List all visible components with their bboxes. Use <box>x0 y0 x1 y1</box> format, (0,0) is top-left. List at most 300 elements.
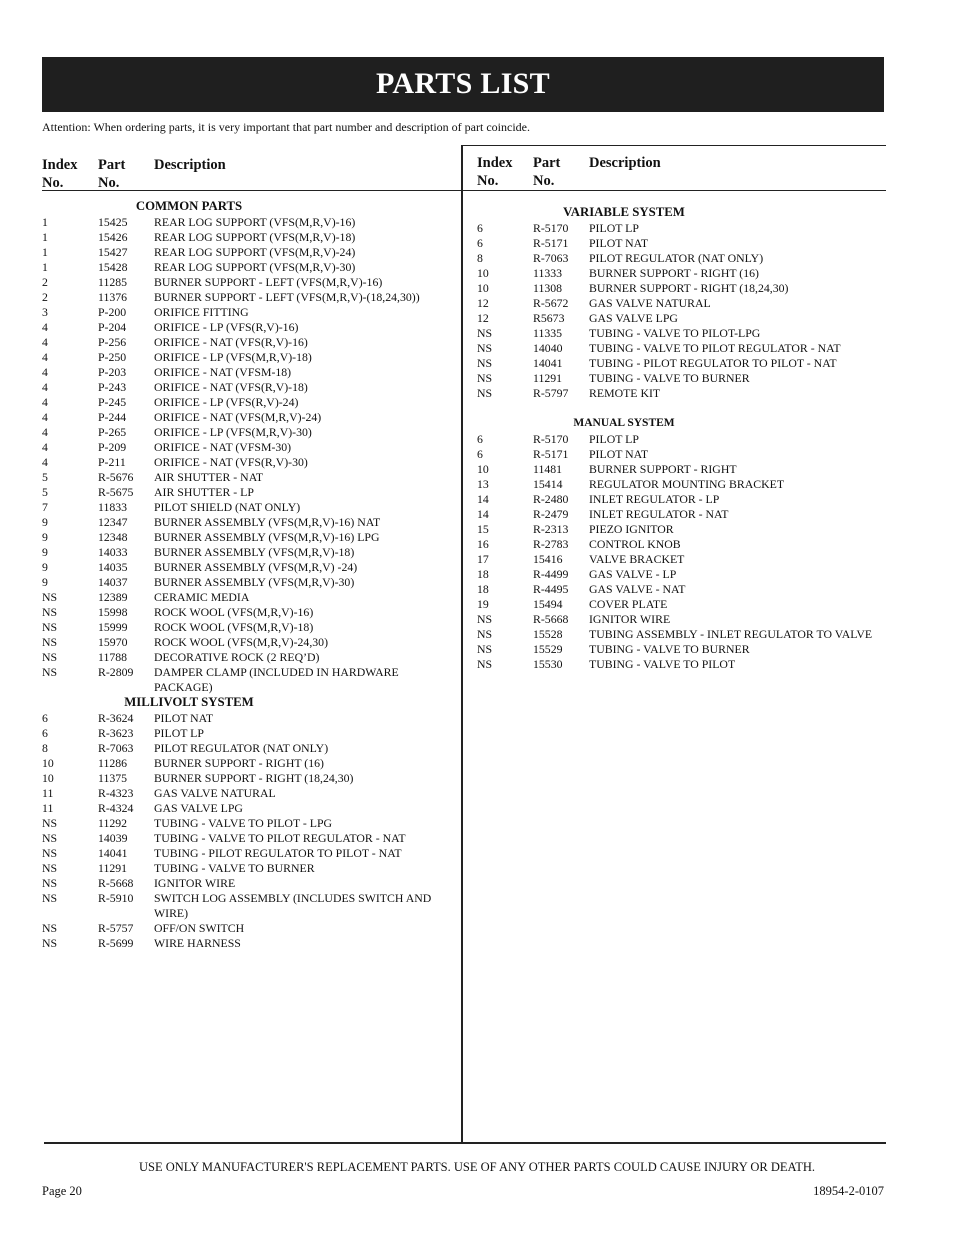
part-description: SWITCH LOG ASSEMBLY (INCLUDES SWITCH AND WIRE) <box>154 891 432 920</box>
part-row <box>477 432 771 447</box>
index-number: 4 <box>42 410 48 424</box>
part-number: R-5171 <box>533 236 569 250</box>
index-number: 10 <box>477 462 489 476</box>
part-number: R-3623 <box>98 726 134 740</box>
part-row <box>42 605 336 620</box>
part-description: PILOT NAT <box>589 447 649 461</box>
part-number: R-5797 <box>533 386 569 400</box>
index-number: 4 <box>42 350 48 364</box>
part-description: BURNER ASSEMBLY (VFS(M,R,V)-16) NAT <box>154 515 381 529</box>
part-row <box>42 395 336 410</box>
part-description: AIR SHUTTER - LP <box>154 485 254 499</box>
part-description: CONTROL KNOB <box>589 537 681 551</box>
part-row <box>42 876 336 891</box>
part-row <box>42 816 336 831</box>
index-number: 1 <box>42 230 48 244</box>
index-number: 14 <box>477 507 489 521</box>
part-description: TUBING ASSEMBLY - INLET REGULATOR TO VALVE <box>589 627 873 641</box>
part-description: ORIFICE - NAT (VFS(R,V)-16) <box>154 335 308 349</box>
index-number: NS <box>477 642 493 656</box>
index-number: NS <box>42 921 58 935</box>
part-description: BURNER SUPPORT - LEFT (VFS(M,R,V)-16) <box>154 275 383 289</box>
part-description: ORIFICE - NAT (VFSM-18) <box>154 365 292 379</box>
index-number: NS <box>42 936 58 950</box>
part-row <box>477 582 771 597</box>
part-description: PILOT NAT <box>154 711 214 725</box>
part-row <box>42 350 336 365</box>
part-number: 15530 <box>533 657 563 671</box>
index-number: 9 <box>42 575 48 589</box>
part-row <box>42 891 432 921</box>
part-description: COVER PLATE <box>589 597 668 611</box>
part-description: TUBING - VALVE TO PILOT REGULATOR - NAT <box>589 341 841 355</box>
part-row <box>477 522 771 537</box>
index-number: 6 <box>42 711 48 725</box>
part-description: REAR LOG SUPPORT (VFS(M,R,V)-30) <box>154 260 356 274</box>
part-row <box>42 275 383 290</box>
part-row <box>42 620 336 635</box>
index-number: 12 <box>477 311 489 325</box>
index-number: 9 <box>42 560 48 574</box>
index-number: 4 <box>42 320 48 334</box>
index-number: 11 <box>42 786 54 800</box>
part-number: 15494 <box>533 597 563 611</box>
part-description: GAS VALVE LPG <box>154 801 243 815</box>
part-number: R-4499 <box>533 567 569 581</box>
part-description: TUBING - VALVE TO PILOT-LPG <box>589 326 761 340</box>
part-number: 11291 <box>98 861 128 875</box>
index-number: 1 <box>42 215 48 229</box>
part-row <box>477 492 771 507</box>
part-row <box>42 440 336 455</box>
part-number: R-5672 <box>533 296 569 310</box>
part-number: P-250 <box>98 350 127 364</box>
index-number: 4 <box>42 380 48 394</box>
part-number: 14039 <box>98 831 128 845</box>
part-row <box>477 326 771 341</box>
part-row <box>477 281 789 296</box>
index-number: 6 <box>477 447 483 461</box>
part-row <box>477 537 771 552</box>
part-number: R-5171 <box>533 447 569 461</box>
part-number: 12348 <box>98 530 128 544</box>
part-number: R-5676 <box>98 470 134 484</box>
part-description: GAS VALVE NATURAL <box>154 786 276 800</box>
part-row <box>42 380 336 395</box>
part-description: BURNER SUPPORT - LEFT (VFS(M,R,V)-(18,24,30)) <box>154 290 420 304</box>
index-number: 13 <box>477 477 489 491</box>
part-number: R-2313 <box>533 522 569 536</box>
description-header: Description <box>589 155 661 171</box>
index-number: 17 <box>477 552 489 566</box>
index-number: 5 <box>42 470 48 484</box>
part-row <box>477 251 771 266</box>
part-description: BURNER ASSEMBLY (VFS(M,R,V)-30) <box>154 575 355 589</box>
part-number: R-5675 <box>98 485 134 499</box>
part-number: 11481 <box>533 462 563 476</box>
left-column-header <box>42 156 336 194</box>
part-number: R-2783 <box>533 537 569 551</box>
part-row <box>477 266 771 281</box>
index-number: NS <box>477 371 493 385</box>
part-row <box>477 462 771 477</box>
part-number: 11333 <box>533 266 563 280</box>
part-number: R-4495 <box>533 582 569 596</box>
index-number: NS <box>477 627 493 641</box>
index-number: 4 <box>42 395 48 409</box>
part-description: TUBING - VALVE TO PILOT <box>589 657 736 671</box>
index-number: 1 <box>42 260 48 274</box>
index-number: 4 <box>42 365 48 379</box>
part-row <box>42 560 358 575</box>
index-number: 2 <box>42 290 48 304</box>
part-row <box>42 320 336 335</box>
part-number: R-2809 <box>98 665 134 679</box>
part-description: TUBING - PILOT REGULATOR TO PILOT - NAT <box>589 356 837 370</box>
part-row <box>477 612 771 627</box>
index-number: NS <box>42 846 58 860</box>
index-number: 11 <box>42 801 54 815</box>
part-number: 15999 <box>98 620 128 634</box>
index-number: NS <box>477 386 493 400</box>
part-row <box>42 245 356 260</box>
part-header: Part No. <box>533 155 561 189</box>
part-row <box>42 470 336 485</box>
part-description: ROCK WOOL (VFS(M,R,V)-16) <box>154 605 314 619</box>
part-row <box>477 236 771 251</box>
index-number: 14 <box>477 492 489 506</box>
part-description: INLET REGULATOR - NAT <box>589 507 729 521</box>
part-row <box>477 356 837 371</box>
part-number: R-5757 <box>98 921 134 935</box>
part-row <box>477 386 771 401</box>
part-description: GAS VALVE LPG <box>589 311 678 325</box>
part-row <box>42 575 355 590</box>
index-number: NS <box>42 816 58 830</box>
part-row <box>42 365 336 380</box>
part-number: 11291 <box>533 371 563 385</box>
part-description: ORIFICE - NAT (VFS(R,V)-18) <box>154 380 308 394</box>
part-number: 12389 <box>98 590 128 604</box>
index-number: 2 <box>42 275 48 289</box>
part-row <box>42 756 336 771</box>
right-column <box>477 154 873 672</box>
index-number: NS <box>42 620 58 634</box>
index-number: NS <box>477 326 493 340</box>
part-description: DAMPER CLAMP (INCLUDED IN HARDWARE PACKAGE) <box>154 665 399 694</box>
section-heading: VARIABLE SYSTEM <box>563 205 685 219</box>
part-number: R-2479 <box>533 507 569 521</box>
part-description: PIEZO IGNITOR <box>589 522 674 536</box>
part-description: TUBING - PILOT REGULATOR TO PILOT - NAT <box>154 846 402 860</box>
part-row <box>42 215 356 230</box>
part-row <box>477 657 771 672</box>
part-number: P-256 <box>98 335 127 349</box>
part-number: R-5699 <box>98 936 134 950</box>
part-number: R-5170 <box>533 432 569 446</box>
part-row <box>477 447 771 462</box>
part-description: REAR LOG SUPPORT (VFS(M,R,V)-24) <box>154 245 356 259</box>
part-number: 15414 <box>533 477 563 491</box>
part-row <box>42 831 406 846</box>
part-number: 11375 <box>98 771 128 785</box>
part-number: R-5170 <box>533 221 569 235</box>
index-number: 15 <box>477 522 489 536</box>
right-sections <box>477 192 873 672</box>
index-number: 18 <box>477 582 489 596</box>
section-heading: COMMON PARTS <box>135 199 243 213</box>
part-number: P-204 <box>98 320 127 334</box>
part-number: P-244 <box>98 410 127 424</box>
part-row <box>42 515 381 530</box>
part-description: REAR LOG SUPPORT (VFS(M,R,V)-18) <box>154 230 356 244</box>
index-number: NS <box>42 665 58 679</box>
index-number: 6 <box>477 236 483 250</box>
part-description: ORIFICE - NAT (VFS(M,R,V)-24) <box>154 410 322 424</box>
index-number: NS <box>42 861 58 875</box>
part-number: 11292 <box>98 816 128 830</box>
part-description: GAS VALVE - NAT <box>589 582 686 596</box>
index-number: NS <box>42 635 58 649</box>
index-number: NS <box>42 590 58 604</box>
part-number: 14033 <box>98 545 128 559</box>
part-description: ORIFICE - LP (VFS(M,R,V)-30) <box>154 425 312 439</box>
part-description: PILOT LP <box>589 221 639 235</box>
part-row <box>42 786 336 801</box>
part-description: GAS VALVE NATURAL <box>589 296 711 310</box>
index-number: NS <box>477 341 493 355</box>
part-row <box>42 530 380 545</box>
part-number: 15529 <box>533 642 563 656</box>
part-row <box>477 642 771 657</box>
part-row <box>42 936 336 951</box>
part-description: TUBING - VALVE TO PILOT REGULATOR - NAT <box>154 831 406 845</box>
part-description: INLET REGULATOR - LP <box>589 492 720 506</box>
part-number: 14041 <box>98 846 128 860</box>
part-number: P-245 <box>98 395 127 409</box>
part-row <box>42 335 336 350</box>
section-heading: MILLIVOLT SYSTEM <box>124 695 254 709</box>
part-description: IGNITOR WIRE <box>589 612 671 626</box>
part-row <box>42 230 356 245</box>
part-description: PILOT REGULATOR (NAT ONLY) <box>589 251 764 265</box>
title-banner <box>42 57 884 112</box>
part-description: AIR SHUTTER - NAT <box>154 470 264 484</box>
part-number: R-7063 <box>533 251 569 265</box>
part-number: 15416 <box>533 552 563 566</box>
part-row <box>42 741 336 756</box>
part-description: PILOT NAT <box>589 236 649 250</box>
index-number: 9 <box>42 545 48 559</box>
right-column-header <box>477 154 771 192</box>
part-number: 15970 <box>98 635 128 649</box>
description-header: Description <box>154 157 226 173</box>
index-number: 4 <box>42 335 48 349</box>
part-description: BURNER ASSEMBLY (VFS(M,R,V) -24) <box>154 560 358 574</box>
page-title: PARTS LIST <box>376 67 550 100</box>
footer-warning: USE ONLY MANUFACTURER'S REPLACEMENT PARTS. USE OF ANY OTHER PARTS COULD CAUSE INJURY OR DEATH. <box>139 1160 815 1174</box>
part-number: 14037 <box>98 575 128 589</box>
part-row <box>42 726 336 741</box>
part-row <box>477 371 771 386</box>
part-description: ORIFICE - LP (VFS(R,V)-16) <box>154 320 299 334</box>
index-number: 10 <box>477 281 489 295</box>
part-number: R-5668 <box>533 612 569 626</box>
part-description: TUBING - VALVE TO PILOT - LPG <box>154 816 333 830</box>
index-header: Index No. <box>477 155 513 189</box>
part-description: ORIFICE - LP (VFS(R,V)-24) <box>154 395 299 409</box>
index-number: 16 <box>477 537 489 551</box>
part-row <box>42 485 336 500</box>
part-description: PILOT LP <box>589 432 639 446</box>
part-description: REAR LOG SUPPORT (VFS(M,R,V)-16) <box>154 215 356 229</box>
part-number: 15998 <box>98 605 128 619</box>
index-number: NS <box>42 876 58 890</box>
index-number: 18 <box>477 567 489 581</box>
part-row <box>42 921 336 936</box>
index-number: 10 <box>42 771 54 785</box>
part-row <box>42 425 336 440</box>
part-description: PILOT SHIELD (NAT ONLY) <box>154 500 301 514</box>
part-row <box>42 665 399 694</box>
part-number: R-5668 <box>98 876 134 890</box>
index-number: NS <box>42 605 58 619</box>
index-number: 7 <box>42 500 48 514</box>
part-number: 11285 <box>98 275 128 289</box>
part-number: P-200 <box>98 305 127 319</box>
left-column <box>42 156 432 951</box>
part-row <box>42 635 336 650</box>
part-number: 14040 <box>533 341 563 355</box>
part-row <box>42 861 336 876</box>
part-number: R-4323 <box>98 786 134 800</box>
part-number: 14035 <box>98 560 128 574</box>
part-header: Part No. <box>98 157 126 191</box>
part-row <box>477 567 771 582</box>
part-description: TUBING - VALVE TO BURNER <box>589 371 750 385</box>
part-number: 15425 <box>98 215 128 229</box>
index-number: 6 <box>477 221 483 235</box>
index-header: Index No. <box>42 157 78 191</box>
part-row <box>42 455 336 470</box>
index-number: 4 <box>42 455 48 469</box>
index-number: 4 <box>42 425 48 439</box>
part-description: ORIFICE FITTING <box>154 305 249 319</box>
index-number: NS <box>477 612 493 626</box>
index-number: 6 <box>477 432 483 446</box>
part-description: GAS VALVE - LP <box>589 567 677 581</box>
part-row <box>42 410 336 425</box>
part-description: BURNER SUPPORT - RIGHT (16) <box>589 266 759 280</box>
part-description: VALVE BRACKET <box>589 552 685 566</box>
part-description: PILOT REGULATOR (NAT ONLY) <box>154 741 329 755</box>
part-row <box>42 305 336 320</box>
index-number: 12 <box>477 296 489 310</box>
part-number: 12347 <box>98 515 128 529</box>
part-description: BURNER SUPPORT - RIGHT (16) <box>154 756 324 770</box>
part-number: 15428 <box>98 260 128 274</box>
part-description: DECORATIVE ROCK (2 REQ’D) <box>154 650 320 664</box>
part-row <box>477 507 771 522</box>
page-number: Page 20 <box>42 1184 82 1198</box>
index-number: 10 <box>477 266 489 280</box>
index-number: 1 <box>42 245 48 259</box>
index-number: NS <box>477 657 493 671</box>
part-row <box>42 771 354 786</box>
index-number: 8 <box>477 251 483 265</box>
part-row <box>477 477 785 492</box>
part-number: R-7063 <box>98 741 134 755</box>
part-number: 15427 <box>98 245 128 259</box>
index-number: 9 <box>42 515 48 529</box>
part-number: R-2480 <box>533 492 569 506</box>
document-number: 18954-2-0107 <box>813 1184 884 1198</box>
part-number: 15528 <box>533 627 563 641</box>
index-number: 5 <box>42 485 48 499</box>
part-number: R5673 <box>533 311 565 325</box>
part-row <box>42 260 356 275</box>
part-description: WIRE HARNESS <box>154 936 241 950</box>
part-description: CERAMIC MEDIA <box>154 590 250 604</box>
part-number: R-3624 <box>98 711 134 725</box>
part-number: P-209 <box>98 440 127 454</box>
part-number: 11833 <box>98 500 128 514</box>
top-rule <box>462 145 886 146</box>
left-sections <box>42 194 432 951</box>
part-number: 11286 <box>98 756 128 770</box>
part-number: P-203 <box>98 365 127 379</box>
part-description: REGULATOR MOUNTING BRACKET <box>589 477 785 491</box>
part-row <box>42 290 420 305</box>
part-description: ORIFICE - NAT (VFS(R,V)-30) <box>154 455 308 469</box>
part-description: ROCK WOOL (VFS(M,R,V)-24,30) <box>154 635 329 649</box>
part-description: PILOT LP <box>154 726 204 740</box>
part-number: 14041 <box>533 356 563 370</box>
index-number: NS <box>42 891 58 905</box>
part-description: TUBING - VALVE TO BURNER <box>154 861 315 875</box>
column-divider <box>461 145 463 1142</box>
part-row <box>477 552 771 567</box>
part-row <box>477 296 771 311</box>
index-number: 6 <box>42 726 48 740</box>
part-description: OFF/ON SWITCH <box>154 921 245 935</box>
part-row <box>42 711 336 726</box>
index-number: 8 <box>42 741 48 755</box>
part-row <box>42 801 336 816</box>
attention-note: Attention: When ordering parts, it is very important that part number and description of part coincide. <box>42 120 530 134</box>
index-number: NS <box>42 650 58 664</box>
part-number: P-243 <box>98 380 127 394</box>
index-number: NS <box>42 831 58 845</box>
part-description: BURNER SUPPORT - RIGHT (18,24,30) <box>589 281 789 295</box>
part-number: 11335 <box>533 326 563 340</box>
index-number: NS <box>477 356 493 370</box>
index-number: 4 <box>42 440 48 454</box>
part-description: ORIFICE - LP (VFS(M,R,V)-18) <box>154 350 312 364</box>
part-row <box>477 627 873 642</box>
part-number: 11788 <box>98 650 128 664</box>
part-row <box>42 545 355 560</box>
part-description: BURNER ASSEMBLY (VFS(M,R,V)-18) <box>154 545 355 559</box>
part-row <box>477 597 771 612</box>
part-row <box>477 341 841 356</box>
part-description: REMOTE KIT <box>589 386 661 400</box>
part-row <box>477 311 771 326</box>
index-number: 9 <box>42 530 48 544</box>
part-description: BURNER SUPPORT - RIGHT (18,24,30) <box>154 771 354 785</box>
part-number: 11376 <box>98 290 128 304</box>
index-number: 19 <box>477 597 489 611</box>
